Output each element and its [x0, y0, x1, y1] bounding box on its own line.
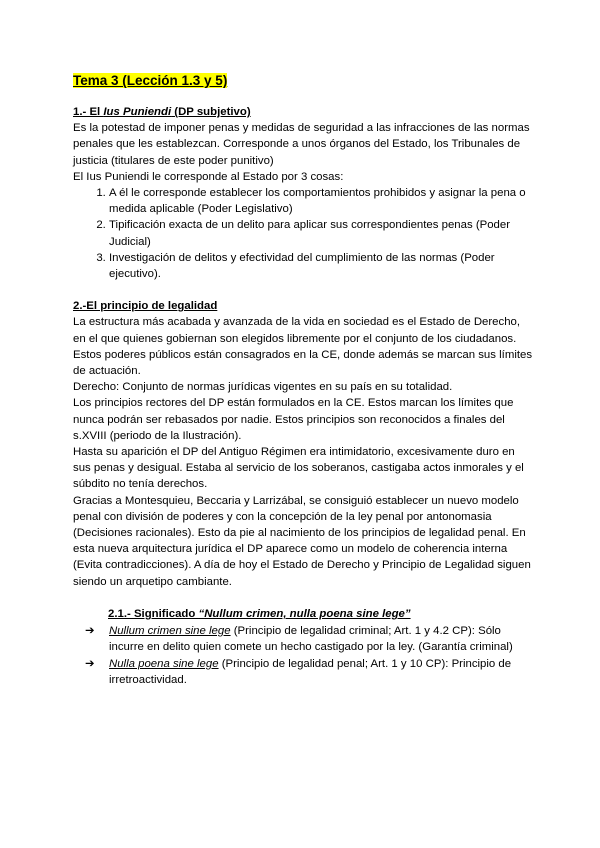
section-1-paragraph: El Ius Puniendi le corresponde al Estado por 3 cosas: — [73, 170, 344, 183]
section-2-paragraph: Hasta su aparición el DP del Antiguo Régimen era intimidatorio, excesivamente duro en sus penas y desigual. Estaba al servicio de los soberanos, castigaba actos inmorales y el súbdito no tenía derechos. — [73, 446, 524, 491]
section-1 — [73, 104, 533, 282]
section-2 — [73, 298, 533, 590]
section-2-paragraph: Derecho: Conjunto de normas jurídicas vigentes en su país en su totalidad. — [73, 381, 453, 394]
section-2-1-heading-italic: “Nullum crimen, nulla poena sine lege” — [198, 607, 411, 620]
section-2-paragraph: Los principios rectores del DP están formulados en la CE. Estos marcan los límites que nunca podrán ser rebasados por nadie. Estos principios son reconocidos a finales del s.XVIII (periodo de la Ilustración). — [73, 397, 514, 442]
section-2-paragraph: La estructura más acabada y avanzada de la vida en sociedad es el Estado de Derecho, en el que quienes gobiernan son elegidos libremente por el conjunto de los ciudadanos. — [73, 316, 521, 345]
list-item-text: (Principio de legalidad criminal; Art. 1 y 4.2 CP): Sólo incurre en delito quien comete un hecho castigado por la ley. (Garantía criminal) — [109, 625, 513, 654]
list-item: 1. A él le corresponde establecer los comportamientos prohibidos y asignar la pena o medida aplicable (Poder Legislativo) — [109, 185, 533, 217]
section-2-1-heading — [108, 606, 533, 622]
section-2-heading: 2.-El principio de legalidad — [73, 300, 218, 313]
section-1-list — [73, 185, 533, 282]
title-highlight: Tema 3 (Lección 1.3 y 5) — [73, 73, 228, 88]
list-item: 2. Tipificación exacta de un delito para aplicar sus correspondientes penas (Poder Judicial) — [109, 217, 533, 249]
list-item-text: (Principio de legalidad penal; Art. 1 y 10 CP): Principio de irretroactividad. — [109, 657, 512, 686]
section-2-paragraph: Estos poderes públicos están consagrados en la CE, donde además se marcan sus límites de actuación. — [73, 348, 533, 378]
spacer — [73, 282, 533, 298]
list-item: 3. Investigación de delitos y efectividad del cumplimiento de las normas (Poder ejecutivo). — [109, 250, 533, 282]
arrow-icon: ➔ — [85, 657, 95, 670]
list-item — [85, 623, 533, 655]
arrow-icon: ➔ — [85, 625, 95, 638]
document-body — [73, 72, 533, 688]
section-1-heading-post: (DP subjetivo) — [171, 106, 251, 118]
document-title — [73, 72, 533, 90]
section-1-heading — [73, 104, 533, 120]
section-1-paragraph: Es la potestad de imponer penas y medidas de seguridad a las infracciones de las normas penales que les establezcan. Corresponde a unos órganos del Estado, los Tribunales de justicia (titulares de este poder punitivo) — [73, 122, 530, 167]
spacer — [73, 590, 533, 606]
section-2-1-heading-pre: 2.1.- Significado — [108, 607, 199, 620]
section-1-heading-pre: 1.- El — [73, 106, 104, 118]
section-1-heading-italic: Ius Puniendi — [103, 106, 172, 118]
list-item — [85, 656, 533, 688]
section-2-1-list — [73, 623, 533, 688]
section-2-1 — [73, 606, 533, 622]
list-item-term: Nullum crimen sine lege — [109, 625, 231, 638]
section-2-paragraph: Gracias a Montesquieu, Beccaria y Larrizábal, se consiguió establecer un nuevo modelo penal con división de poderes y con la concepción de la ley penal por antonomasia (Decisiones racionales). Esto da pie al nacimiento de los principios de legalidad penal. En esta nueva arquitectura jurídica el DP aparece como un modelo de coherencia interna (Evita contradicciones). A día de hoy el Estado de Derecho y Principio de Legalidad siguen siendo un arquetipo cambiante. — [73, 494, 531, 588]
list-item-term: Nulla poena sine lege — [109, 657, 219, 670]
